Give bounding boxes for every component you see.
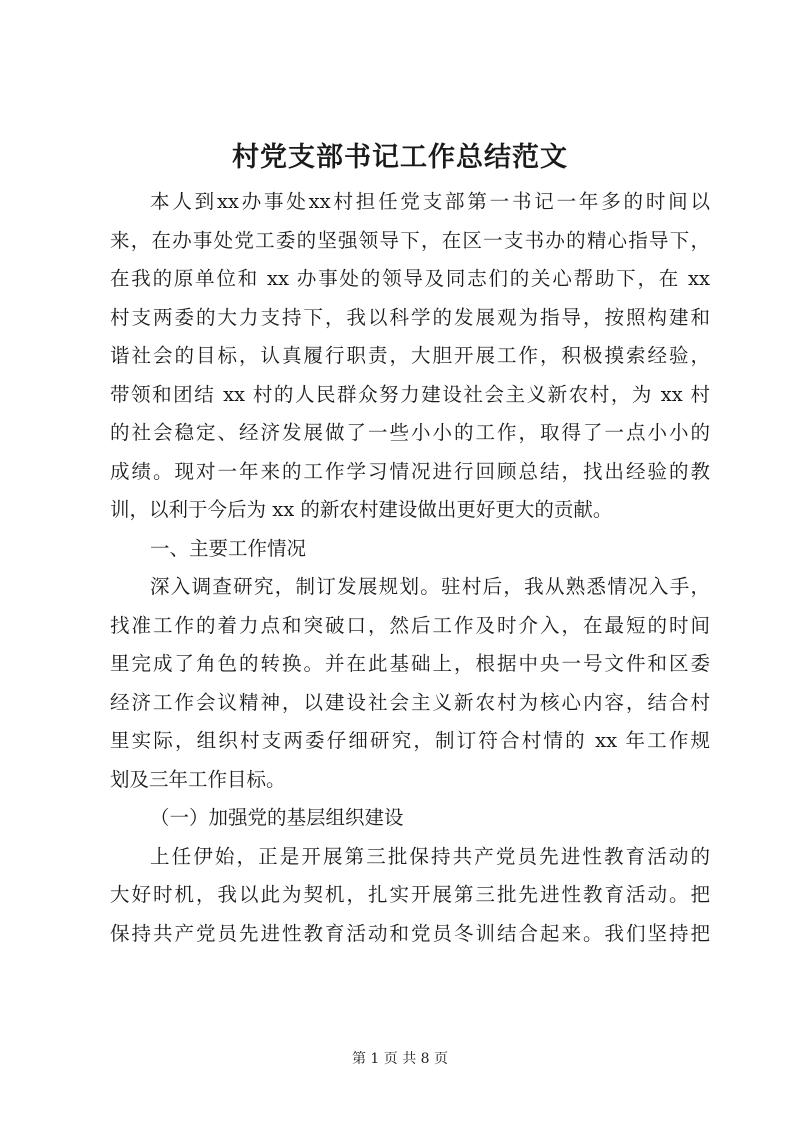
section-heading: 一、主要工作情况 (150, 536, 307, 560)
paragraph-line: 划及三年工作目标。 (110, 767, 286, 791)
paragraph-line: 找准工作的着力点和突破口，然后工作及时介入，在最短的时间 (110, 613, 710, 637)
paragraph-line: 经济工作会议精神，以建设社会主义新农村为核心内容，结合村 (110, 690, 710, 714)
paragraph-line: 保持共产党员先进性教育活动和党员冬训结合起来。我们坚持把 (110, 921, 710, 945)
document-title: 村党支部书记工作总结范文 (232, 142, 568, 173)
paragraph-line: 谐社会的目标，认真履行职责，大胆开展工作，积极摸索经验， (110, 344, 710, 367)
paragraph-line: 上任伊始，正是开展第三批保持共产党员先进性教育活动的 (150, 844, 710, 868)
subsection-heading: （一）加强党的基层组织建设 (150, 806, 404, 829)
paragraph-line: 里完成了角色的转换。并在此基础上，根据中央一号文件和区委 (110, 652, 710, 675)
paragraph-line: 来，在办事处党工委的坚强领导下，在区一支书办的精心指导下， (110, 228, 710, 252)
document-body (110, 183, 710, 953)
paragraph-line: 村支两委的大力支持下，我以科学的发展观为指导，按照构建和 (110, 305, 710, 329)
paragraph-line: 里实际，组织村支两委仔细研究，制订符合村情的 xx 年工作规 (110, 729, 710, 752)
paragraph-line: 大好时机，我以此为契机，扎实开展第三批先进性教育活动。把 (110, 883, 710, 906)
paragraph-line: 本人到xx办事处xx村担任党支部第一书记一年多的时间以 (150, 190, 710, 213)
paragraph-line: 成绩。现对一年来的工作学习情况进行回顾总结，找出经验的教 (110, 459, 710, 483)
paragraph-line: 带领和团结 xx 村的人民群众努力建设社会主义新农村，为 xx 村 (110, 382, 710, 406)
paragraph-line: 深入调查研究，制订发展规划。驻村后，我从熟悉情况入手， (150, 575, 710, 598)
paragraph-line: 训，以利于今后为 xx 的新农村建设做出更好更大的贡献。 (110, 498, 613, 521)
paragraph-line: 的社会稳定、经济发展做了一些小小的工作，取得了一点小小的 (110, 421, 710, 444)
paragraph-line: 在我的原单位和 xx 办事处的领导及同志们的关心帮助下，在 xx (110, 267, 710, 290)
page-number: 第 1 页 共 8 页 (351, 1051, 449, 1067)
